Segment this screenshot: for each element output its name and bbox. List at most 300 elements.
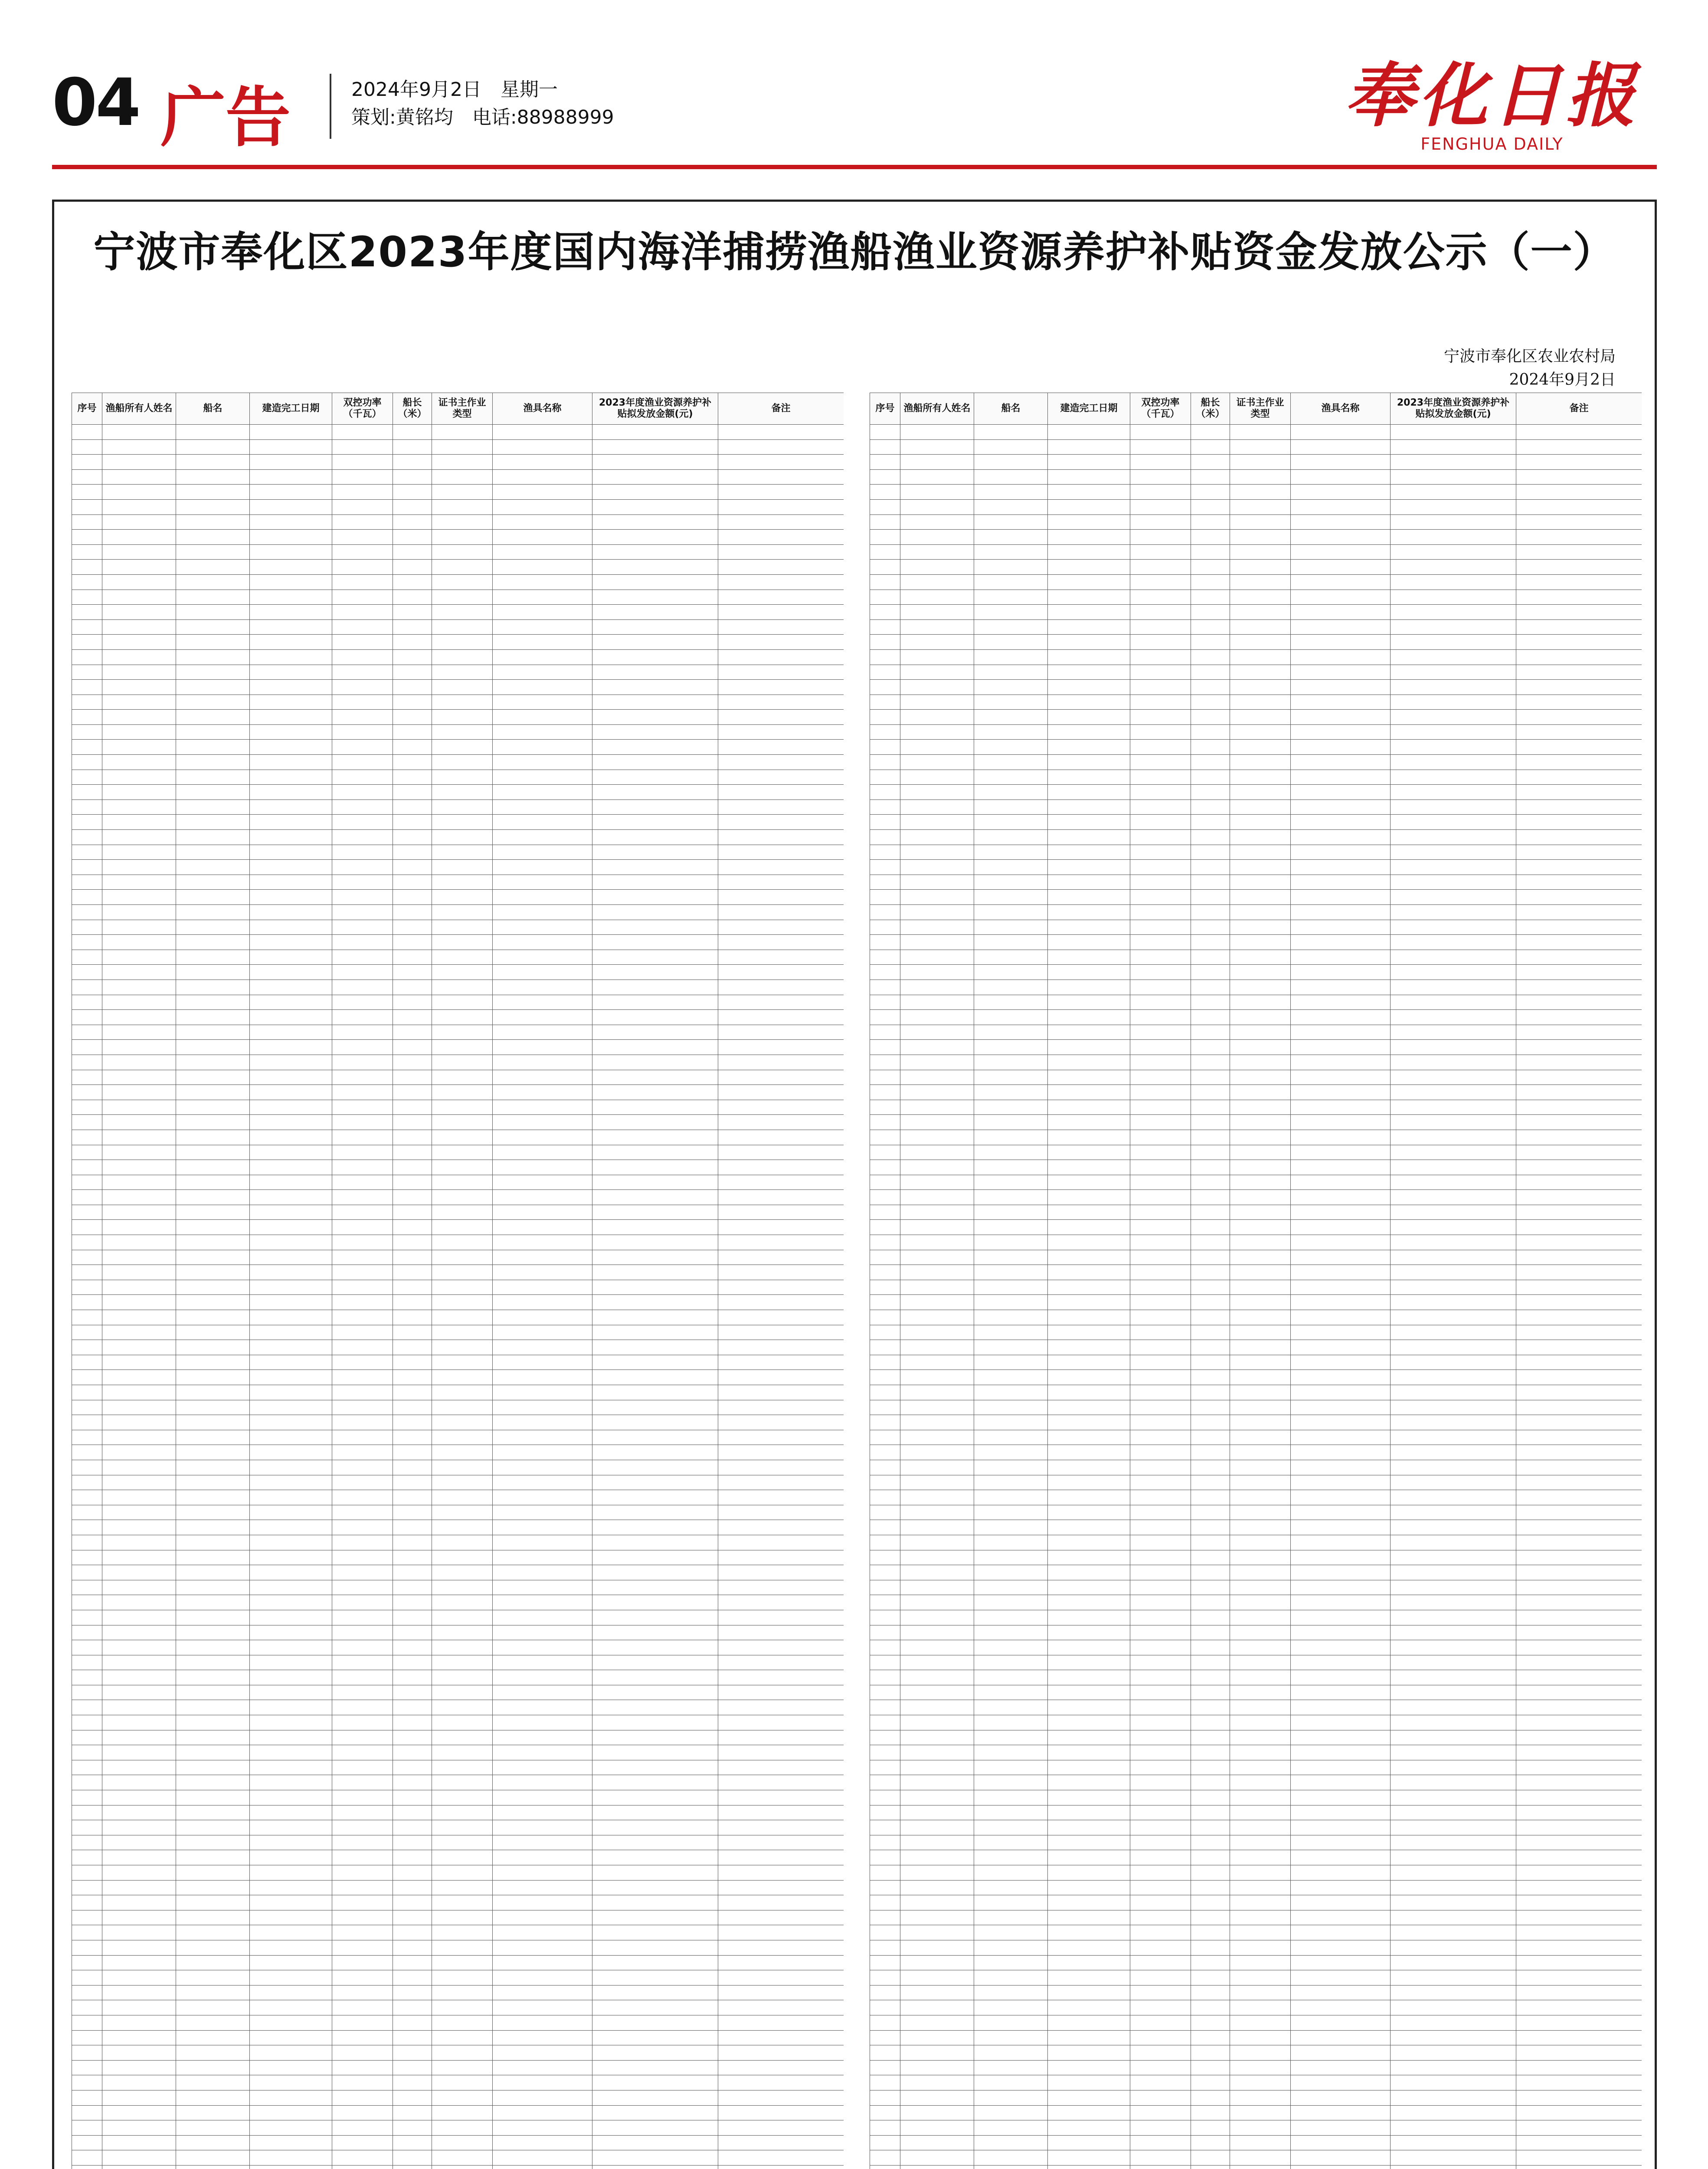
table-cell [176, 2120, 250, 2136]
table-cell [1516, 830, 1642, 845]
table-cell [870, 635, 900, 650]
table-cell [102, 815, 176, 830]
table-cell [1516, 1070, 1642, 1085]
table-cell [1048, 695, 1130, 710]
table-cell [72, 890, 102, 905]
table-cell [1048, 2165, 1130, 2169]
table-cell [974, 635, 1048, 650]
table-cell [1516, 1760, 1642, 1775]
table-cell [102, 1175, 176, 1190]
table-cell [493, 1580, 592, 1595]
table-row [870, 860, 1642, 875]
table-row [72, 1310, 844, 1325]
table-cell [332, 995, 393, 1010]
table-cell [718, 1280, 844, 1295]
table-row [72, 695, 844, 710]
table-cell [718, 439, 844, 455]
table-cell [176, 425, 250, 440]
table-cell [432, 1115, 493, 1130]
table-cell [176, 1715, 250, 1730]
table-cell [870, 425, 900, 440]
table-cell [1230, 1175, 1291, 1190]
table-cell [102, 1520, 176, 1535]
table-cell [900, 890, 974, 905]
table-cell [72, 605, 102, 620]
table-cell [1191, 1925, 1230, 1940]
table-cell [870, 680, 900, 695]
table-cell [1516, 1325, 1642, 1340]
table-cell [72, 1370, 102, 1385]
table-cell [974, 1805, 1048, 1820]
table-row [72, 920, 844, 935]
table-cell [718, 1865, 844, 1881]
table-cell [393, 980, 432, 995]
table-cell [900, 935, 974, 950]
table-cell [393, 785, 432, 800]
table-cell [900, 1925, 974, 1940]
table-row [72, 1610, 844, 1625]
table-cell [592, 1370, 718, 1385]
table-cell [176, 649, 250, 665]
table-cell [1391, 1295, 1516, 1310]
table-cell [72, 1865, 102, 1881]
table-row [870, 1835, 1642, 1850]
table-cell [1048, 1925, 1130, 1940]
table-cell [592, 1520, 718, 1535]
table-cell [1516, 980, 1642, 995]
table-cell [1130, 2150, 1191, 2166]
table-cell [1191, 1910, 1230, 1925]
table-cell [393, 905, 432, 920]
table-cell [1048, 1760, 1130, 1775]
table-cell [900, 649, 974, 665]
table-cell [870, 1070, 900, 1085]
table-cell [974, 875, 1048, 890]
table-cell [1130, 635, 1191, 650]
table-cell [1230, 1025, 1291, 1040]
table-cell [900, 1115, 974, 1130]
table-cell [1291, 649, 1391, 665]
table-cell [332, 1595, 393, 1610]
table-cell [332, 1280, 393, 1295]
table-cell [718, 2060, 844, 2075]
table-cell [900, 1865, 974, 1881]
table-cell [493, 2030, 592, 2045]
table-cell [592, 815, 718, 830]
table-cell [900, 1280, 974, 1295]
table-cell [72, 1595, 102, 1610]
table-row [72, 2135, 844, 2150]
table-cell [493, 2120, 592, 2136]
table-cell [332, 860, 393, 875]
table-cell [432, 2045, 493, 2061]
table-cell [250, 740, 332, 755]
table-row [72, 439, 844, 455]
table-cell [1516, 890, 1642, 905]
table-cell [493, 2105, 592, 2120]
table-cell [332, 1385, 393, 1400]
table-cell [870, 1220, 900, 1235]
table-cell [432, 890, 493, 905]
table-cell [250, 890, 332, 905]
table-row [870, 560, 1642, 575]
table-cell [1516, 1685, 1642, 1700]
table-row [72, 1175, 844, 1190]
table-cell [592, 1580, 718, 1595]
table-cell [393, 1295, 432, 1310]
table-cell [870, 590, 900, 605]
table-cell [1230, 499, 1291, 514]
table-cell [900, 2120, 974, 2136]
table-cell [1191, 1625, 1230, 1640]
table-cell [870, 1475, 900, 1490]
table-cell [1391, 2105, 1516, 2120]
logo-english: FENGHUA DAILY [1420, 134, 1564, 154]
table-cell [592, 755, 718, 770]
table-cell [393, 815, 432, 830]
table-cell [250, 2060, 332, 2075]
table-cell [1191, 1010, 1230, 1025]
table-cell [176, 1355, 250, 1370]
table-cell [870, 1040, 900, 1055]
table-cell [102, 425, 176, 440]
table-cell [900, 1895, 974, 1910]
table-cell [1230, 1535, 1291, 1550]
table-row [72, 2090, 844, 2105]
table-cell [1291, 2030, 1391, 2045]
table-cell [1130, 455, 1191, 470]
table-cell [102, 1325, 176, 1340]
table-cell [176, 499, 250, 514]
table-cell [72, 785, 102, 800]
table-cell [1191, 469, 1230, 485]
table-cell [493, 469, 592, 485]
table-row [870, 1805, 1642, 1820]
table-cell [1516, 2090, 1642, 2105]
table-cell [332, 635, 393, 650]
table-cell [493, 574, 592, 590]
table-cell [250, 1805, 332, 1820]
table-cell [1230, 695, 1291, 710]
table-cell [1130, 1445, 1191, 1460]
table-cell [1230, 2150, 1291, 2166]
table-cell [102, 1775, 176, 1790]
table-cell [1291, 2165, 1391, 2169]
table-cell [974, 619, 1048, 635]
table-cell [1391, 1550, 1516, 1565]
table-cell [718, 995, 844, 1010]
table-row [870, 1040, 1642, 1055]
table-cell [176, 830, 250, 845]
table-cell [1391, 1055, 1516, 1070]
table-cell [432, 635, 493, 650]
table-row [72, 2120, 844, 2136]
table-row [870, 1205, 1642, 1220]
table-cell [493, 439, 592, 455]
table-row [870, 2030, 1642, 2045]
table-cell [393, 2075, 432, 2090]
table-cell [974, 680, 1048, 695]
table-cell [1391, 2075, 1516, 2090]
table-cell [493, 1115, 592, 1130]
table-cell [1291, 1850, 1391, 1865]
table-cell [1230, 514, 1291, 530]
table-cell [493, 1250, 592, 1265]
table-cell [1191, 1805, 1230, 1820]
table-cell [1130, 665, 1191, 680]
table-row [72, 2045, 844, 2061]
table-cell [432, 920, 493, 935]
table-cell [1191, 1190, 1230, 1205]
table-cell [974, 920, 1048, 935]
table-cell [718, 1055, 844, 1070]
table-cell [1130, 965, 1191, 980]
table-cell [1291, 1580, 1391, 1595]
table-cell [900, 1595, 974, 1610]
table-cell [102, 950, 176, 965]
table-cell [393, 1685, 432, 1700]
table-row [72, 1565, 844, 1580]
table-row [870, 1370, 1642, 1385]
table-cell [250, 815, 332, 830]
table-cell [592, 649, 718, 665]
table-cell [1230, 1250, 1291, 1265]
table-cell [493, 590, 592, 605]
table-cell [1130, 995, 1191, 1010]
table-cell [102, 1475, 176, 1490]
table-cell [1291, 1310, 1391, 1325]
table-cell [393, 574, 432, 590]
table-cell [1516, 875, 1642, 890]
table-row [72, 485, 844, 500]
table-cell [1391, 1070, 1516, 1085]
table-cell [393, 1760, 432, 1775]
table-cell [393, 1160, 432, 1175]
table-cell [900, 1220, 974, 1235]
table-cell [493, 1895, 592, 1910]
table-cell [393, 1850, 432, 1865]
table-cell [718, 1640, 844, 1655]
table-cell [393, 1340, 432, 1355]
table-cell [1191, 1550, 1230, 1565]
table-cell [176, 935, 250, 950]
editor-line: 策划:黄铭均 电话:88988999 [351, 106, 614, 128]
table-cell [72, 1025, 102, 1040]
table-cell [974, 1235, 1048, 1250]
table-cell [432, 560, 493, 575]
table-cell [1230, 1835, 1291, 1850]
table-row [870, 1985, 1642, 2000]
table-cell [1516, 2060, 1642, 2075]
table-cell [900, 1265, 974, 1280]
table-cell [870, 1940, 900, 1955]
table-cell [974, 1505, 1048, 1520]
table-cell [1191, 1820, 1230, 1835]
table-cell [1048, 1655, 1130, 1670]
table-cell [332, 1955, 393, 1970]
table-cell [900, 514, 974, 530]
table-cell [1130, 1115, 1191, 1130]
table-cell [332, 1145, 393, 1160]
table-cell [332, 1670, 393, 1685]
table-cell [250, 1475, 332, 1490]
table-cell [432, 1670, 493, 1685]
table-cell [1048, 1040, 1130, 1055]
table-cell [1516, 710, 1642, 725]
table-row [870, 1745, 1642, 1760]
table-row [72, 649, 844, 665]
table-row [72, 469, 844, 485]
table-cell [393, 2030, 432, 2045]
table-cell [493, 2075, 592, 2090]
table-row [870, 740, 1642, 755]
table-cell [974, 1355, 1048, 1370]
table-cell [1048, 1505, 1130, 1520]
table-cell [1230, 1085, 1291, 1100]
table-row [870, 1955, 1642, 1970]
table-row [72, 1640, 844, 1655]
table-cell [1130, 590, 1191, 605]
table-cell [718, 1745, 844, 1760]
table-cell [72, 905, 102, 920]
table-cell [176, 1565, 250, 1580]
table-cell [493, 1775, 592, 1790]
table-cell [1516, 695, 1642, 710]
table-cell [176, 1520, 250, 1535]
table-cell [718, 2165, 844, 2169]
table-cell [432, 1310, 493, 1325]
table-cell [250, 1985, 332, 2000]
table-cell [1130, 785, 1191, 800]
table-cell [592, 875, 718, 890]
table-row [72, 980, 844, 995]
table-cell [1230, 1910, 1291, 1925]
table-cell [432, 785, 493, 800]
table-cell [493, 1025, 592, 1040]
table-cell [393, 1970, 432, 1986]
table-row [72, 2105, 844, 2120]
table-cell [493, 605, 592, 620]
table-cell [870, 1085, 900, 1100]
table-cell [718, 1250, 844, 1265]
table-cell [1291, 1055, 1391, 1070]
table-row [72, 1010, 844, 1025]
table-cell [176, 1970, 250, 1986]
table-cell [102, 1070, 176, 1085]
table-row [72, 1385, 844, 1400]
table-row [72, 1790, 844, 1805]
table-cell [718, 1565, 844, 1580]
table-cell [592, 1490, 718, 1505]
table-cell [1130, 1955, 1191, 1970]
table-cell [332, 605, 393, 620]
table-cell [72, 755, 102, 770]
table-cell [1516, 1295, 1642, 1310]
table-cell [332, 560, 393, 575]
table-row [72, 2015, 844, 2030]
table-cell [900, 2015, 974, 2030]
table-cell [176, 1655, 250, 1670]
table-cell [974, 2120, 1048, 2136]
table-cell [393, 1865, 432, 1881]
table-cell [718, 1985, 844, 2000]
table-cell [176, 1745, 250, 1760]
table-cell [176, 1685, 250, 1700]
table-cell [1130, 1925, 1191, 1940]
table-cell [1048, 2105, 1130, 2120]
table-row [870, 950, 1642, 965]
table-cell [72, 1010, 102, 1025]
table-cell [870, 1505, 900, 1520]
table-cell [870, 1430, 900, 1445]
table-cell [1391, 514, 1516, 530]
table-cell [974, 1625, 1048, 1640]
table-cell [1516, 1565, 1642, 1580]
table-cell [900, 1730, 974, 1745]
table-cell [1191, 935, 1230, 950]
table-cell [592, 785, 718, 800]
table-cell [900, 469, 974, 485]
table-cell [974, 950, 1048, 965]
table-cell [1391, 680, 1516, 695]
table-cell [72, 499, 102, 514]
table-cell [393, 2165, 432, 2169]
table-cell [176, 665, 250, 680]
table-cell [1048, 485, 1130, 500]
table-cell [72, 425, 102, 440]
table-cell [72, 1940, 102, 1955]
table-row [870, 1250, 1642, 1265]
table-cell [102, 1970, 176, 1986]
table-cell [1230, 1955, 1291, 1970]
table-cell [870, 1190, 900, 1205]
table-cell [332, 799, 393, 815]
table-cell [72, 665, 102, 680]
table-cell [332, 680, 393, 695]
table-cell [592, 1025, 718, 1040]
table-cell [1391, 1805, 1516, 1820]
table-cell [393, 1730, 432, 1745]
table-cell [1516, 815, 1642, 830]
table-cell [1191, 1655, 1230, 1670]
table-cell [900, 1025, 974, 1040]
table-row [870, 1400, 1642, 1415]
table-cell [1230, 590, 1291, 605]
table-cell [332, 1070, 393, 1085]
table-cell [974, 2090, 1048, 2105]
table-cell [1191, 649, 1230, 665]
table-row [72, 619, 844, 635]
table-cell [900, 724, 974, 740]
table-cell [102, 1865, 176, 1881]
table-cell [1516, 2165, 1642, 2169]
table-cell [900, 920, 974, 935]
table-cell [432, 1655, 493, 1670]
table-cell [1191, 514, 1230, 530]
table-cell [493, 920, 592, 935]
table-cell [1291, 590, 1391, 605]
table-cell [102, 680, 176, 695]
table-cell [176, 2060, 250, 2075]
table-cell [974, 1295, 1048, 1310]
table-cell [72, 1985, 102, 2000]
table-cell [432, 1055, 493, 1070]
table-cell [1191, 1340, 1230, 1355]
table-cell [1391, 2030, 1516, 2045]
table-cell [1048, 1670, 1130, 1685]
table-cell [1191, 1535, 1230, 1550]
table-cell [1516, 724, 1642, 740]
